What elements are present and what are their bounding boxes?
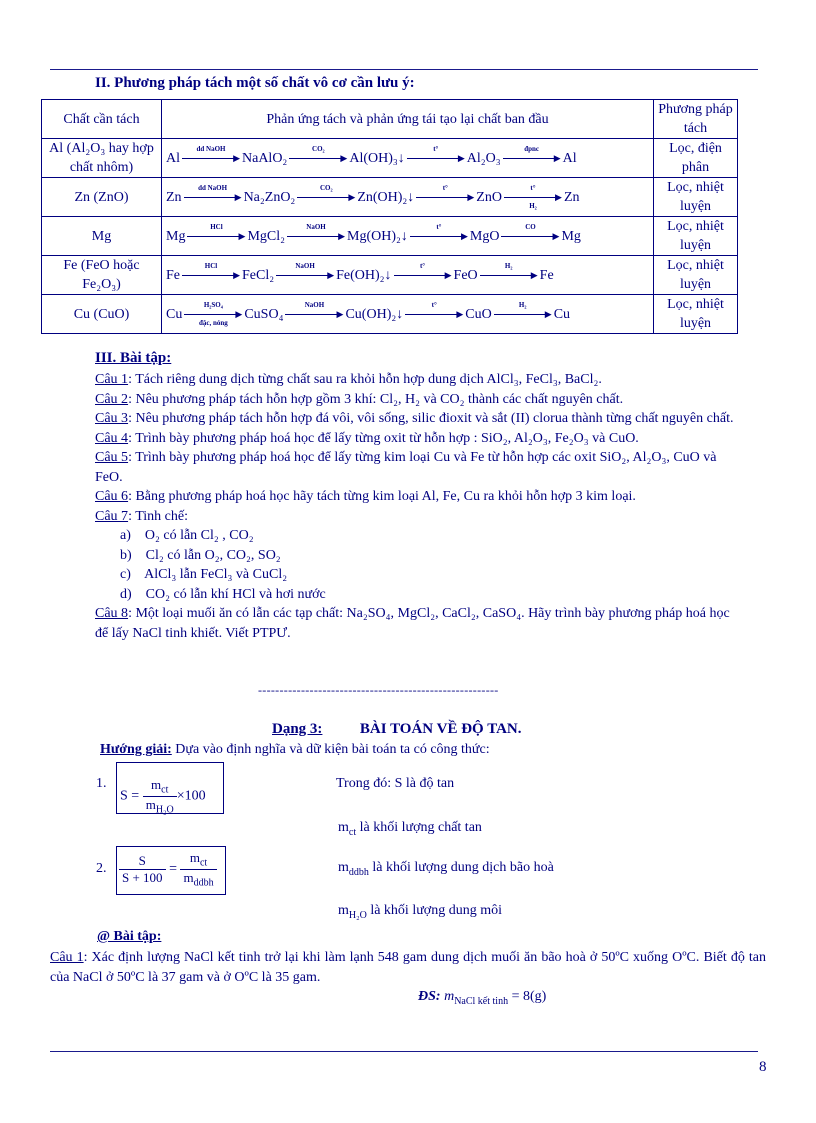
reaction-species: CuO: [465, 306, 492, 322]
legend-item: [336, 776, 454, 792]
hint-text: Dựa vào định nghĩa và dữ kiện bài toán ta có công thức:: [171, 742, 490, 757]
arrow-condition-top: NaOH: [306, 223, 326, 232]
arrow-head-icon: ▶: [457, 153, 465, 164]
arrow-condition-top: đpnc: [524, 145, 540, 154]
reaction-arrow: [410, 223, 468, 243]
substance-cell: Fe (FeO hoặc Fe₂O₃): [42, 256, 162, 295]
method-cell: Lọc, nhiệt luyện: [654, 217, 738, 256]
exercise-text: : Trình bày phương pháp hoá học để lấy từng kim loại Cu và Fe từ hỗn hợp các oxit SiO₂, Al₂O₃, CuO và FeO.: [95, 450, 717, 485]
arrow-head-icon: ▶: [553, 153, 561, 164]
reaction-arrow: [405, 301, 464, 321]
table-row: [42, 139, 738, 178]
legend-text: là khối lượng dung dịch bão hoà: [368, 860, 554, 875]
method-cell: Lọc, điện phân: [654, 139, 738, 178]
answer-label: ĐS:: [418, 989, 441, 1004]
dang3-title: BÀI TOÁN VỀ ĐỘ TAN.: [359, 721, 522, 737]
legend-item: [338, 860, 554, 878]
legend-text: là khối lượng dung môi: [366, 903, 502, 918]
arrow-condition-top: CO₂: [320, 184, 333, 193]
arrow-head-icon: ▶: [552, 231, 560, 242]
formula-1-number: 1.: [96, 776, 107, 791]
top-rule: [50, 69, 758, 70]
arrow-condition-top: t°: [436, 223, 442, 232]
table-row: [42, 178, 738, 217]
arrow-head-icon: ▶: [555, 192, 562, 203]
arrow-condition-top: t°: [431, 301, 437, 310]
arrow-head-icon: ▶: [444, 270, 452, 281]
legend-symbol: m: [338, 820, 349, 835]
reaction-arrow: [285, 301, 344, 321]
reaction-cell: [162, 217, 654, 256]
reaction-cell: [162, 178, 654, 217]
exercise-text: : Một loại muối ăn có lẫn các tạp chất: Na₂SO₄, MgCl₂, CaCl₂, CaSO₄. Hãy trình bày phương pháp hoá học để lấy NaCl tinh khiết. Viết PTPƯ.: [95, 606, 730, 641]
arrow-line: [504, 197, 556, 198]
solubility-question: [50, 948, 766, 988]
reaction-cell: [162, 256, 654, 295]
exercise-label: Câu 1: [95, 372, 129, 387]
arrow-condition-top: CO₂: [312, 145, 325, 154]
reaction-species: FeCl₂: [242, 267, 275, 283]
reaction-arrow: [182, 145, 240, 165]
table-row: [42, 295, 738, 334]
reaction-cell: [162, 295, 654, 334]
reaction-species: MgCl₂: [247, 228, 286, 244]
reaction-arrow: [504, 184, 562, 211]
exercise-text: : Bằng phương pháp hoá học hãy tách từng kim loại Al, Fe, Cu ra khỏi hỗn hợp 3 kim loại.: [128, 489, 636, 504]
arrow-condition-top: H₂SO₄: [203, 301, 223, 310]
legend-item: [338, 820, 482, 838]
exercise-heading: @ Bài tập:: [97, 929, 162, 944]
exercise-list: [95, 370, 735, 643]
question-label: Câu 1: [50, 950, 84, 965]
arrow-condition-top: dd NaOH: [196, 145, 226, 154]
answer-symbol: m: [444, 989, 455, 1004]
arrow-head-icon: ▶: [348, 192, 356, 203]
table-row: [42, 217, 738, 256]
arrow-line: [407, 158, 459, 159]
reaction-arrow: [182, 262, 240, 282]
reaction-species: FeO: [453, 267, 478, 283]
formula-1-lhs: S =: [120, 788, 140, 804]
reaction-species: Zn(OH)₂↓: [357, 189, 415, 205]
reaction-species: MgO: [469, 228, 500, 244]
arrow-line: [405, 314, 457, 315]
cau7-item: a) O₂ có lẫn Cl₂ , CO₂: [120, 528, 254, 543]
frac-numerator: S: [119, 853, 166, 870]
legend-symbol-sub: ddbh: [348, 866, 369, 878]
reaction-species: Mg: [166, 228, 186, 244]
arrow-line: [182, 275, 234, 276]
legend-symbol: m: [338, 860, 349, 875]
arrow-line: [182, 158, 234, 159]
legend-item: [338, 903, 502, 921]
cau7-item: b) Cl₂ có lẫn O₂, CO₂, SO₂: [120, 547, 281, 563]
frac-denominator: S + 100: [122, 869, 163, 885]
arrow-condition-top: dd NaOH: [198, 184, 228, 193]
exercise-item: [95, 429, 735, 449]
arrow-head-icon: ▶: [460, 231, 468, 242]
reaction-arrow: [184, 184, 242, 204]
arrow-condition-bottom: đặc, nóng: [198, 319, 228, 328]
section-title-separation: II. Phương pháp tách một số chất vô cơ cần lưu ý:: [95, 75, 415, 91]
substance-cell: Cu (CuO): [42, 295, 162, 334]
reaction-species: Fe: [539, 267, 554, 283]
exercise-label: Câu 6: [95, 489, 129, 504]
reaction-arrow: [287, 223, 346, 243]
arrow-head-icon: ▶: [233, 270, 240, 281]
frac-denominator: m: [145, 796, 156, 812]
reaction-species: Na₂ZnO₂: [243, 189, 296, 205]
arrow-head-icon: ▶: [235, 309, 243, 320]
table-row: [42, 256, 738, 295]
reaction-species: Fe: [166, 267, 180, 283]
reaction-species: Cu: [553, 306, 571, 322]
reaction-species: NaAlO₂: [242, 150, 288, 166]
answer-value: = 8(g): [511, 989, 547, 1004]
arrow-head-icon: ▶: [456, 309, 464, 320]
frac-denominator: m: [183, 869, 194, 885]
formula-2-eq: =: [169, 861, 177, 877]
formula-1-fraction: [143, 777, 177, 815]
reaction-species: Zn: [166, 189, 182, 205]
reaction-species: Al: [562, 150, 577, 166]
arrow-head-icon: ▶: [234, 192, 242, 203]
reaction-cell: [162, 139, 654, 178]
formula-2-fraction-left: [119, 853, 166, 886]
dashed-divider: --------------------------------------------------------: [258, 683, 499, 697]
reaction-species: Al₂O₃: [466, 150, 501, 166]
reaction-arrow: [503, 145, 561, 165]
arrow-line: [410, 236, 462, 237]
arrow-condition-top: CO: [525, 223, 536, 232]
answer: [418, 989, 546, 1007]
legend-symbol-sub: ct: [348, 826, 357, 838]
legend-text: Trong đó: S là độ tan: [336, 776, 455, 791]
header-reaction: Phản ứng tách và phản ứng tái tạo lại chất ban đầu: [162, 100, 654, 139]
method-cell: Lọc, nhiệt luyện: [654, 178, 738, 217]
arrow-head-icon: ▶: [530, 270, 538, 281]
arrow-head-icon: ▶: [238, 231, 246, 242]
exercise-label: Câu 4: [95, 430, 129, 446]
separation-table: [41, 99, 738, 334]
exercise-item: [95, 370, 735, 390]
exercise-item: [95, 507, 735, 527]
arrow-condition-top: HCl: [210, 223, 223, 232]
exercise-item: [95, 409, 735, 429]
substance-cell: Zn (ZnO): [42, 178, 162, 217]
frac-denominator-sub: ddbh: [193, 877, 214, 889]
method-cell: Lọc, nhiệt luyện: [654, 256, 738, 295]
solution-hint: [100, 742, 490, 758]
frac-numerator: m: [189, 850, 200, 865]
legend-symbol-sub: H₂O: [348, 909, 367, 921]
frac-denominator-sub: H₂O: [155, 804, 174, 816]
arrow-line: [187, 236, 239, 237]
arrow-line: [184, 314, 236, 315]
arrow-line: [494, 314, 546, 315]
arrow-condition-top: H₂: [518, 301, 527, 310]
arrow-line: [297, 197, 349, 198]
reaction-species: Fe(OH)₂↓: [336, 267, 392, 283]
arrow-line: [289, 158, 341, 159]
reaction-arrow: [501, 223, 560, 243]
exercise-text: : Tách riêng dung dịch từng chất sau ra khỏi hỗn hợp dung dịch AlCl₃, FeCl₃, BaCl₂.: [128, 372, 602, 387]
formula-2-fraction-right: [180, 850, 216, 888]
arrow-head-icon: ▶: [338, 231, 346, 242]
header-substance: Chất cần tách: [42, 100, 162, 139]
arrow-head-icon: ▶: [340, 153, 348, 164]
exercise-text: : Tinh chế:: [128, 508, 188, 524]
exercise-text: : Nêu phương pháp tách hỗn hợp đá vôi, vôi sống, silic đioxit và sắt (II) clorua thành từng chất nguyên chất.: [128, 411, 734, 426]
page-number: 8: [759, 1059, 767, 1075]
frac-numerator-sub: ct: [199, 857, 208, 869]
reaction-arrow: [394, 262, 452, 282]
reaction-species: Al(OH)₃↓: [349, 150, 405, 166]
legend-symbol: m: [338, 903, 349, 918]
arrow-condition-top: t°: [433, 145, 439, 154]
reaction-species: CuSO₄: [244, 306, 284, 322]
legend-text: là khối lượng chất tan: [356, 820, 482, 835]
cau7-item: d) CO₂ có lẫn khí HCl và hơi nước: [120, 586, 326, 602]
arrow-line: [184, 197, 236, 198]
hint-label: Hướng giải:: [100, 742, 172, 757]
arrow-condition-top: NaOH: [304, 301, 325, 310]
section-title-exercises: III. Bài tập:: [95, 350, 172, 366]
frac-numerator-sub: ct: [161, 784, 169, 796]
reaction-arrow: [297, 184, 356, 204]
frac-numerator: m: [151, 777, 162, 792]
dang3-heading: [272, 721, 522, 738]
arrow-line: [501, 236, 553, 237]
reaction-arrow: [276, 262, 335, 282]
arrow-line: [480, 275, 532, 276]
reaction-arrow: [480, 262, 538, 282]
arrow-line: [285, 314, 337, 315]
exercise-text: : Nêu phương pháp tách hỗn hợp gồm 3 khí: Cl₂, H₂ và CO₂ thành các chất nguyên chất.: [128, 391, 624, 407]
exercise-label: Câu 8: [95, 606, 129, 621]
header-method: Phương pháp tách: [654, 100, 738, 139]
formula-2-box: [116, 846, 226, 895]
reaction-species: Cu(OH)₂↓: [345, 306, 404, 322]
exercise-item: [95, 390, 735, 410]
arrow-condition-top: H₂: [504, 262, 513, 271]
arrow-condition-top: t°: [419, 262, 426, 271]
exercise-item: [95, 604, 735, 643]
arrow-line: [287, 236, 339, 237]
exercise-label: Câu 3: [95, 411, 129, 426]
reaction-arrow: [184, 301, 243, 328]
arrow-line: [394, 275, 446, 276]
arrow-condition-top: t°: [442, 184, 448, 193]
substance-cell: Mg: [42, 217, 162, 256]
substance-cell: Al (Al₂O₃ hay hợp chất nhôm): [42, 139, 162, 178]
arrow-line: [276, 275, 328, 276]
exercise-text: : Trình bày phương pháp hoá học để lấy từng oxit từ hỗn hợp : SiO₂, Al₂O₃, Fe₂O₃ và CuO.: [128, 430, 639, 446]
dang3-label: Dạng 3:: [272, 721, 323, 737]
reaction-species: Cu: [166, 306, 183, 322]
exercise-item: [95, 487, 735, 507]
bottom-rule: [50, 1051, 758, 1052]
formula-1-rhs: ×100: [176, 788, 206, 804]
reaction-arrow: [407, 145, 465, 165]
table-header-row: [42, 100, 738, 139]
answer-symbol-sub: NaCl kết tinh: [454, 995, 509, 1007]
arrow-head-icon: ▶: [336, 309, 344, 320]
arrow-head-icon: ▶: [544, 309, 552, 320]
exercise-label: Câu 7: [95, 508, 129, 524]
arrow-head-icon: ▶: [327, 270, 335, 281]
arrow-condition-top: t°: [530, 184, 536, 193]
arrow-condition-top: NaOH: [295, 262, 315, 271]
arrow-condition-bottom: H₂: [529, 202, 537, 211]
exercise-item: [95, 448, 735, 487]
formula-2-number: 2.: [96, 861, 107, 876]
reaction-species: Al: [166, 150, 180, 166]
cau7-sublist: [95, 526, 735, 604]
exercise-label: Câu 5: [95, 450, 129, 465]
arrow-line: [503, 158, 555, 159]
arrow-head-icon: ▶: [233, 153, 240, 164]
reaction-species: Mg(OH)₂↓: [347, 228, 408, 244]
reaction-species: Zn: [563, 189, 580, 205]
question-text: : Xác định lượng NaCl kết tinh trở lại khi làm lạnh 548 gam dung dịch muối ăn bão hoà ở 50ºC xuống OºC. Biết độ tan của NaCl ở 50ºC là 37 gam và ở OºC là 35 gam.: [50, 950, 766, 985]
method-cell: Lọc, nhiệt luyện: [654, 295, 738, 334]
reaction-species: ZnO: [476, 189, 502, 205]
reaction-arrow: [187, 223, 246, 243]
reaction-arrow: [289, 145, 348, 165]
reaction-species: Mg: [561, 228, 581, 244]
cau7-item: c) AlCl₃ lẫn FeCl₃ và CuCl₂: [120, 567, 288, 582]
arrow-line: [416, 197, 468, 198]
reaction-arrow: [416, 184, 475, 204]
formula-1-box: [116, 762, 224, 814]
exercise-label: Câu 2: [95, 391, 129, 407]
arrow-condition-top: HCl: [204, 262, 218, 271]
reaction-arrow: [494, 301, 552, 321]
arrow-head-icon: ▶: [467, 192, 475, 203]
